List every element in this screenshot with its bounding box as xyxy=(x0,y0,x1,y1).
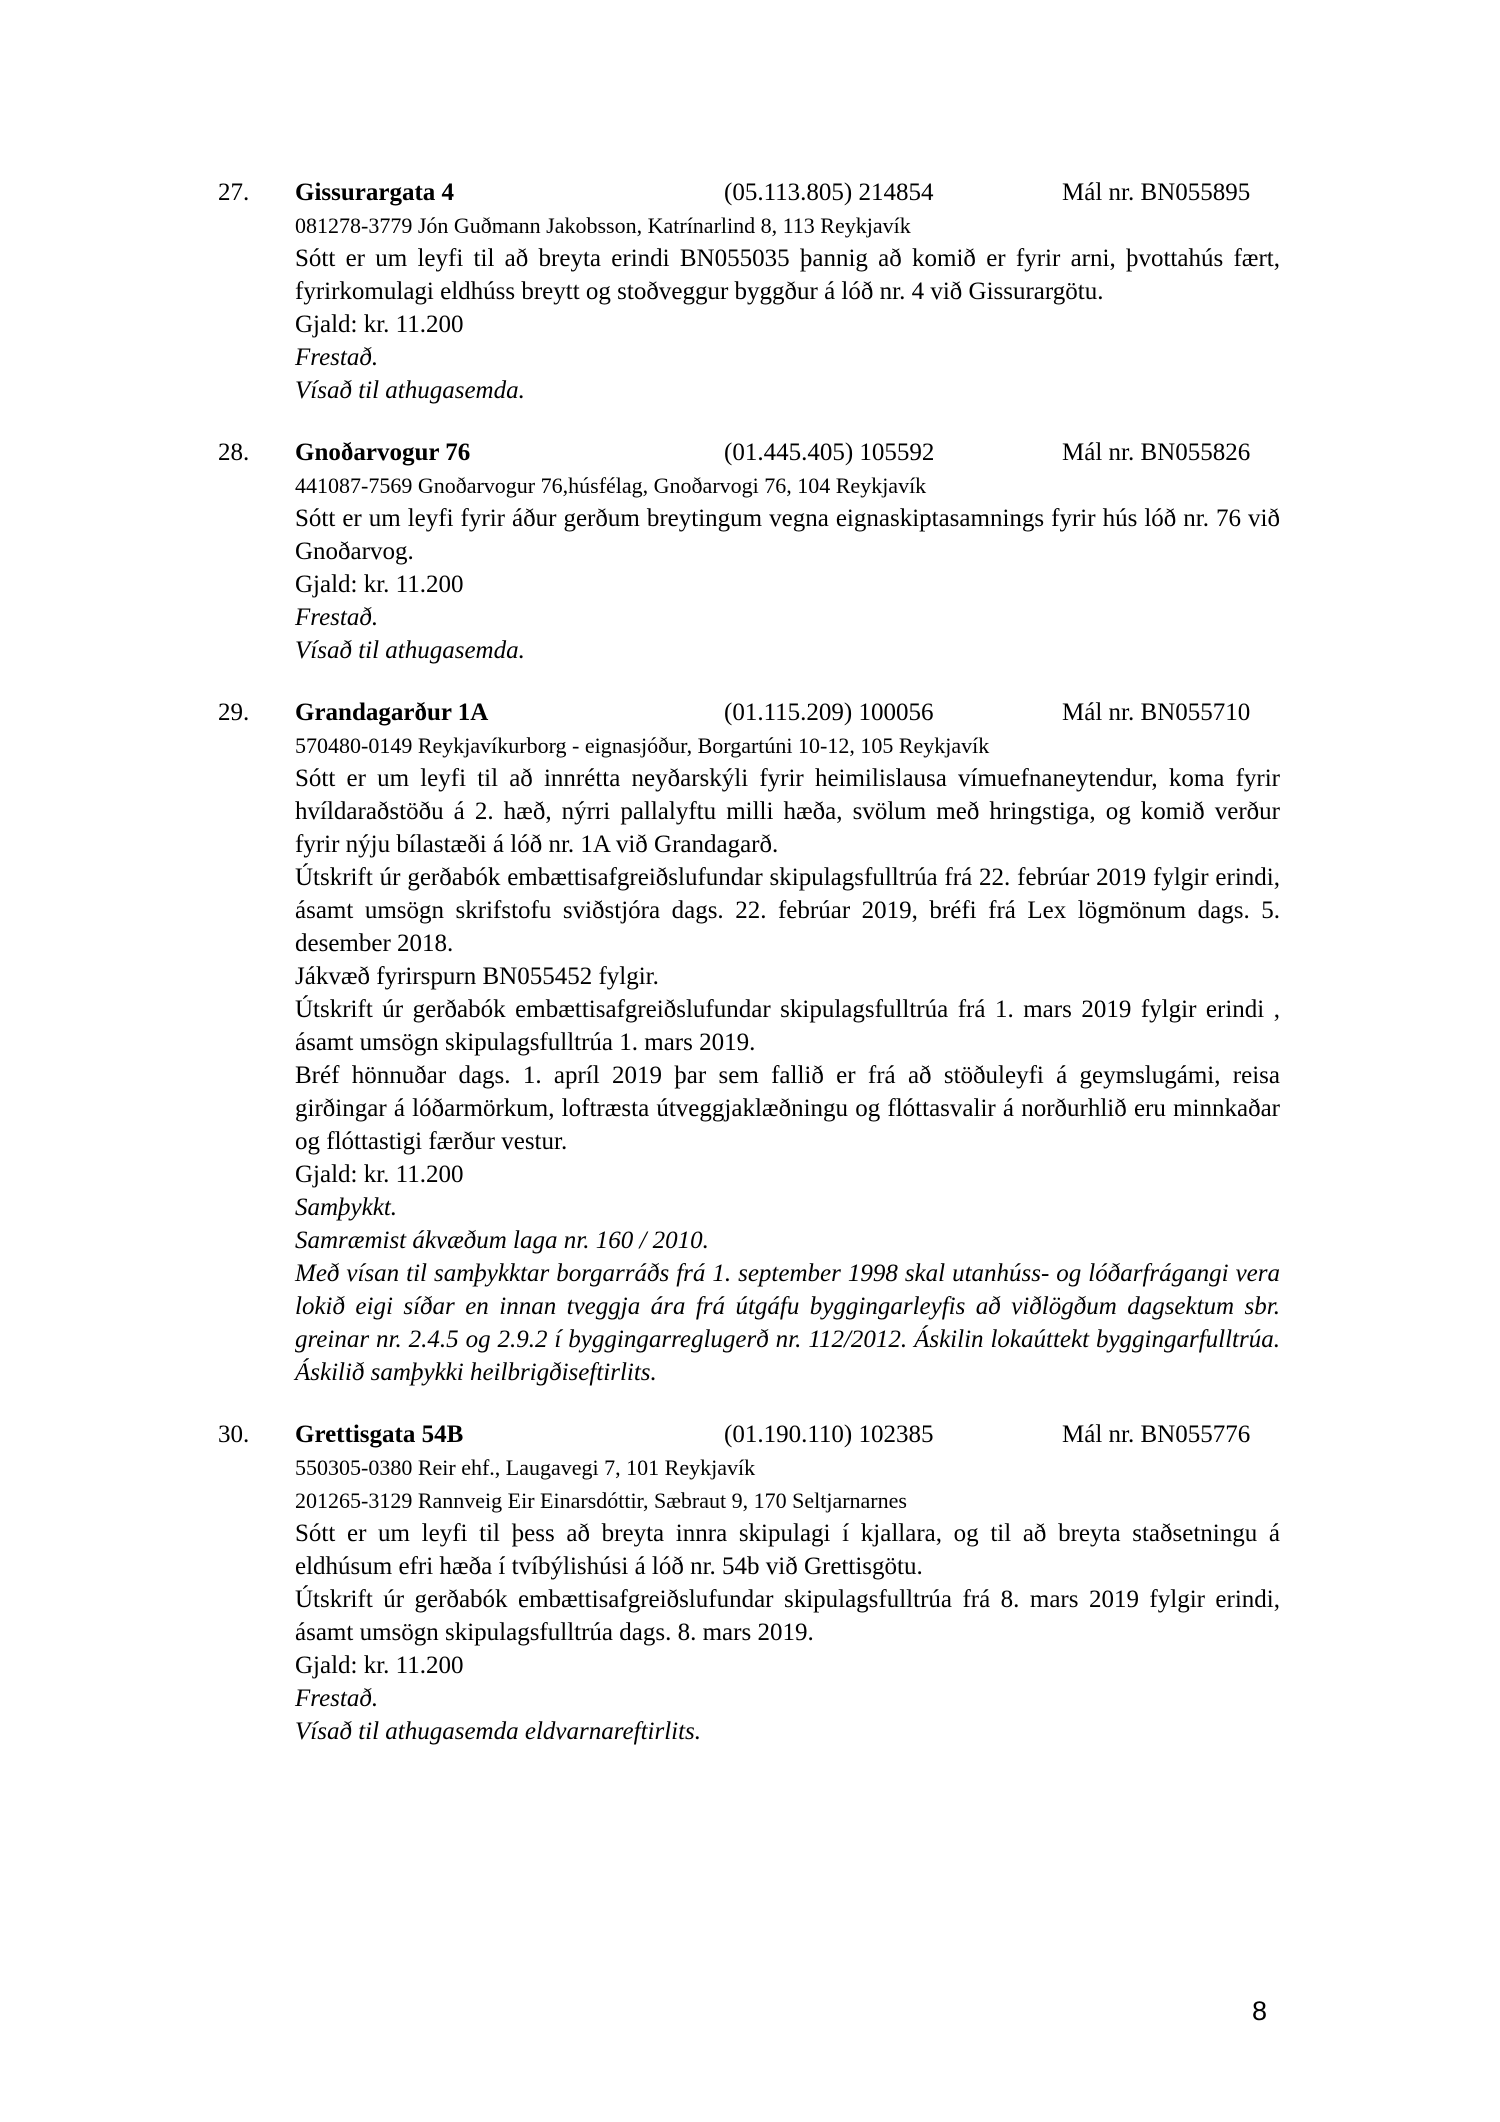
fee-line: Gjald: kr. 11.200 xyxy=(295,1652,464,1679)
item-number: 28. xyxy=(218,439,250,466)
body-paragraph: Jákvæð fyrirspurn BN055452 fylgir. xyxy=(295,963,659,990)
owner-line: 550305-0380 Reir ehf., Laugavegi 7, 101 Reykjavík xyxy=(295,1455,756,1480)
case-number: Mál nr. BN055776 xyxy=(1062,1421,1251,1448)
case-item xyxy=(218,176,1280,407)
case-item xyxy=(218,696,1280,1389)
item-address: Grettisgata 54B xyxy=(295,1421,464,1448)
item-number: 27. xyxy=(218,179,250,206)
case-number: Mál nr. BN055826 xyxy=(1062,439,1251,466)
body-paragraph: Útskrift úr gerðabók embættisafgreiðslufundar skipulagsfulltrúa frá 8. mars 2019 fylgir erindi, ásamt umsögn skipulagsfulltrúa dags. 8. mars 2019. xyxy=(295,1586,1280,1646)
owner-line: 201265-3129 Rannveig Eir Einarsdóttir, Sæbraut 9, 170 Seltjarnarnes xyxy=(295,1488,907,1513)
owner-line: 081278-3779 Jón Guðmann Jakobsson, Katrínarlind 8, 113 Reykjavík xyxy=(295,213,911,238)
fee-line: Gjald: kr. 11.200 xyxy=(295,1161,464,1188)
resolution-line: Samþykkt. xyxy=(295,1194,398,1221)
body-paragraph: Útskrift úr gerðabók embættisafgreiðslufundar skipulagsfulltrúa frá 22. febrúar 2019 fylgir erindi, ásamt umsögn skrifstofu sviðstjóra dags. 22. febrúar 2019, bréfi frá Lex lögmönum dags. 5. desember 2018. xyxy=(295,864,1280,957)
item-body xyxy=(295,696,1280,1389)
item-header xyxy=(295,436,1280,469)
case-item xyxy=(218,436,1280,667)
body-paragraph: Útskrift úr gerðabók embættisafgreiðslufundar skipulagsfulltrúa frá 1. mars 2019 fylgir erindi , ásamt umsögn skipulagsfulltrúa 1. mars 2019. xyxy=(295,996,1280,1056)
body-paragraph: Sótt er um leyfi til að innrétta neyðarskýli fyrir heimilislausa vímuefnaneytendur, koma fyrir hvíldaraðstöðu á 2. hæð, nýrri pallalyftu milli hæða, svölum með hringstiga, og komið verður fyrir nýju bílastæði á lóð nr. 1A við Grandagarð. xyxy=(295,765,1280,858)
item-address: Gissurargata 4 xyxy=(295,179,455,206)
item-body xyxy=(295,436,1280,667)
owner-line: 570480-0149 Reykjavíkurborg - eignasjóður, Borgartúni 10-12, 105 Reykjavík xyxy=(295,733,990,758)
case-number: Mál nr. BN055710 xyxy=(1062,699,1251,726)
body-paragraph: Bréf hönnuðar dags. 1. apríl 2019 þar sem fallið er frá að stöðuleyfi á geymslugámi, reisa girðingar á lóðarmörkum, loftræsta útveggjaklæðningu og flóttasvalir á norðurhlið eru minnkaðar og flóttastigi færður vestur. xyxy=(295,1062,1280,1155)
item-body xyxy=(295,176,1280,407)
parcel-and-property-number: (01.190.110) 102385 xyxy=(724,1421,934,1448)
fee-line: Gjald: kr. 11.200 xyxy=(295,571,464,598)
owner-line: 441087-7569 Gnoðarvogur 76,húsfélag, Gnoðarvogi 76, 104 Reykjavík xyxy=(295,473,927,498)
resolution-line: Frestað. xyxy=(295,344,379,371)
item-address: Grandagarður 1A xyxy=(295,699,489,726)
legal-note: Með vísan til samþykktar borgarráðs frá 1. september 1998 skal utanhúss- og lóðarfrágangi vera lokið eigi síðar en innan tveggja ára frá útgáfu byggingarleyfis að viðlögðum dagsektum sbr. greinar nr. 2.4.5 og 2.9.2 í byggingarreglugerð nr. 112/2012. Áskilin lokaúttekt byggingarfulltrúa. Áskilið samþykki heilbrigðiseftirlits. xyxy=(295,1260,1280,1386)
body-paragraph: Sótt er um leyfi til að breyta erindi BN055035 þannig að komið er fyrir arni, þvottahús fært, fyrirkomulagi eldhúss breytt og stoðveggur byggður á lóð nr. 4 við Gissurargötu. xyxy=(295,245,1280,305)
resolution-line: Frestað. xyxy=(295,1685,379,1712)
resolution-line: Vísað til athugasemda eldvarnareftirlits. xyxy=(295,1718,702,1745)
item-address: Gnoðarvogur 76 xyxy=(295,439,471,466)
body-paragraph: Sótt er um leyfi til þess að breyta innra skipulagi í kjallara, og til að breyta staðsetningu á eldhúsum efri hæða í tvíbýlishúsi á lóð nr. 54b við Grettisgötu. xyxy=(295,1520,1280,1580)
resolution-line: Frestað. xyxy=(295,604,379,631)
parcel-and-property-number: (05.113.805) 214854 xyxy=(724,179,934,206)
case-number: Mál nr. BN055895 xyxy=(1062,179,1251,206)
resolution-line: Vísað til athugasemda. xyxy=(295,377,525,404)
parcel-and-property-number: (01.445.405) 105592 xyxy=(724,439,935,466)
case-list xyxy=(218,176,1280,1777)
item-header xyxy=(295,696,1280,729)
item-number: 29. xyxy=(218,699,250,726)
case-item xyxy=(218,1418,1280,1748)
item-number: 30. xyxy=(218,1421,250,1448)
body-paragraph: Sótt er um leyfi fyrir áður gerðum breytingum vegna eignaskiptasamnings fyrir hús lóð nr. 76 við Gnoðarvog. xyxy=(295,505,1280,565)
item-header xyxy=(295,1418,1280,1451)
page-number: 8 xyxy=(1252,1996,1268,2026)
fee-line: Gjald: kr. 11.200 xyxy=(295,311,464,338)
item-header xyxy=(295,176,1280,209)
resolution-line: Samræmist ákvæðum laga nr. 160 / 2010. xyxy=(295,1227,709,1254)
resolution-line: Vísað til athugasemda. xyxy=(295,637,525,664)
parcel-and-property-number: (01.115.209) 100056 xyxy=(724,699,934,726)
item-body xyxy=(295,1418,1280,1748)
